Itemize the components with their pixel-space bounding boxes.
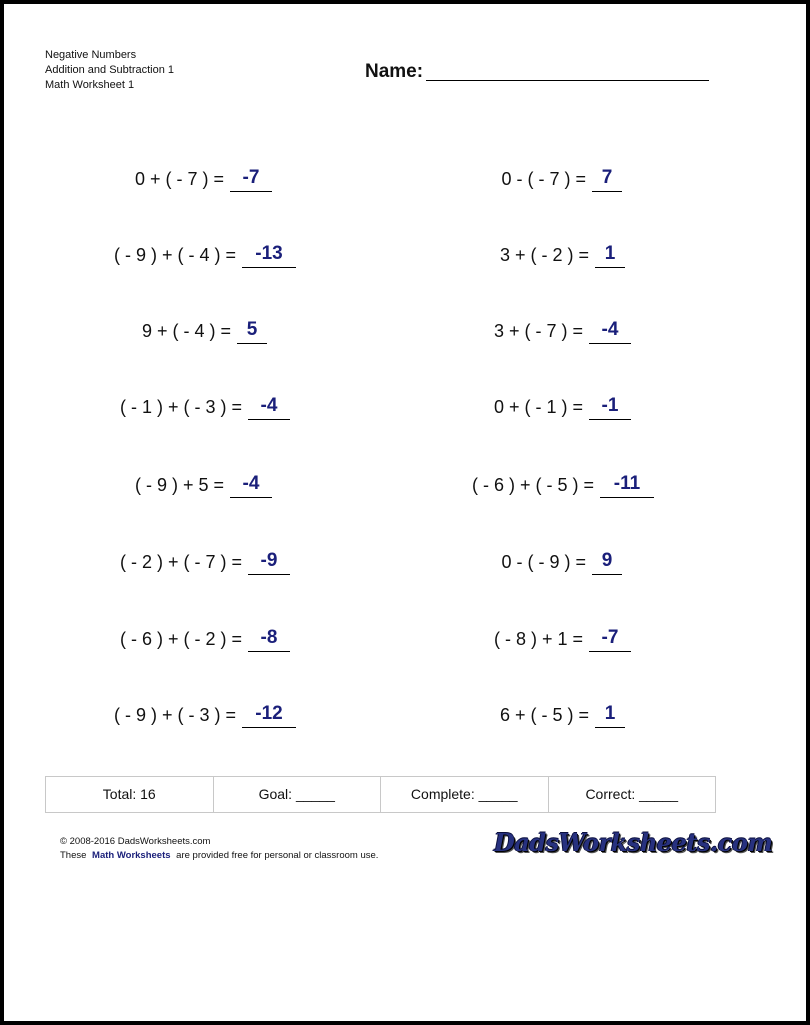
problem-expression: 0 - ( - 9 ) = — [501, 552, 586, 572]
problem-expression: ( - 1 ) + ( - 3 ) = — [119, 397, 242, 417]
worksheet-topic: Negative Numbers — [45, 49, 137, 61]
problem-answer: -4 — [230, 469, 272, 498]
problem-expression: 0 + ( - 1 ) = — [493, 397, 583, 417]
problem-answer: 5 — [237, 315, 267, 344]
problem-expression: ( - 9 ) + 5 = — [134, 475, 224, 495]
problem-expression: 9 + ( - 4 ) = — [141, 321, 231, 341]
problem-answer: 9 — [592, 546, 622, 575]
problem-answer: 7 — [592, 163, 622, 192]
problem-answer: -9 — [248, 546, 290, 575]
copyright-text: © 2008-2016 DadsWorksheets.com — [60, 836, 211, 847]
score-table — [45, 776, 716, 813]
goal-cell: Goal: _____ — [214, 777, 382, 812]
name-label: Name: — [365, 61, 424, 82]
logo-text: DadsWorksheets.com — [494, 828, 773, 857]
problem-expression: 3 + ( - 7 ) = — [493, 321, 583, 341]
problem-answer: 1 — [595, 239, 625, 268]
worksheet-number: Math Worksheet 1 — [45, 79, 135, 91]
usage-note — [60, 850, 378, 861]
problem-expression: ( - 9 ) + ( - 3 ) = — [113, 705, 236, 725]
problem-expression: ( - 8 ) + 1 = — [493, 629, 583, 649]
dadsworksheets-logo[interactable] — [494, 828, 773, 862]
math-worksheets-link[interactable]: Math Worksheets — [92, 850, 171, 861]
total-cell: Total: 16 — [46, 777, 214, 812]
problem-expression: 3 + ( - 2 ) = — [499, 245, 589, 265]
problem-expression: ( - 6 ) + ( - 5 ) = — [471, 475, 594, 495]
problem-answer: -1 — [589, 391, 631, 420]
correct-cell: Correct: _____ — [585, 786, 679, 802]
problem-answer: -8 — [248, 623, 290, 652]
problem-answer: 1 — [595, 699, 625, 728]
worksheet-header — [45, 48, 174, 93]
problem-answer: -4 — [589, 315, 631, 344]
problem-answer: -7 — [230, 163, 272, 192]
problem-expression: 6 + ( - 5 ) = — [499, 705, 589, 725]
problem-expression: 0 + ( - 7 ) = — [134, 169, 224, 189]
problem-answer: -11 — [600, 469, 654, 498]
usage-suffix: are provided free for personal or classroom use. — [176, 850, 379, 861]
complete-cell: Complete: _____ — [381, 777, 549, 812]
problem-expression: ( - 6 ) + ( - 2 ) = — [119, 629, 242, 649]
problem-expression: ( - 9 ) + ( - 4 ) = — [113, 245, 236, 265]
problem-answer: -7 — [589, 623, 631, 652]
problem-expression: 0 - ( - 7 ) = — [501, 169, 586, 189]
worksheet-subtopic: Addition and Subtraction 1 — [45, 64, 175, 76]
problem-answer: -12 — [242, 699, 296, 728]
name-line — [426, 80, 709, 81]
problem-answer: -13 — [242, 239, 296, 268]
problem-expression: ( - 2 ) + ( - 7 ) = — [119, 552, 242, 572]
usage-prefix: These — [60, 850, 87, 861]
problem-answer: -4 — [248, 391, 290, 420]
